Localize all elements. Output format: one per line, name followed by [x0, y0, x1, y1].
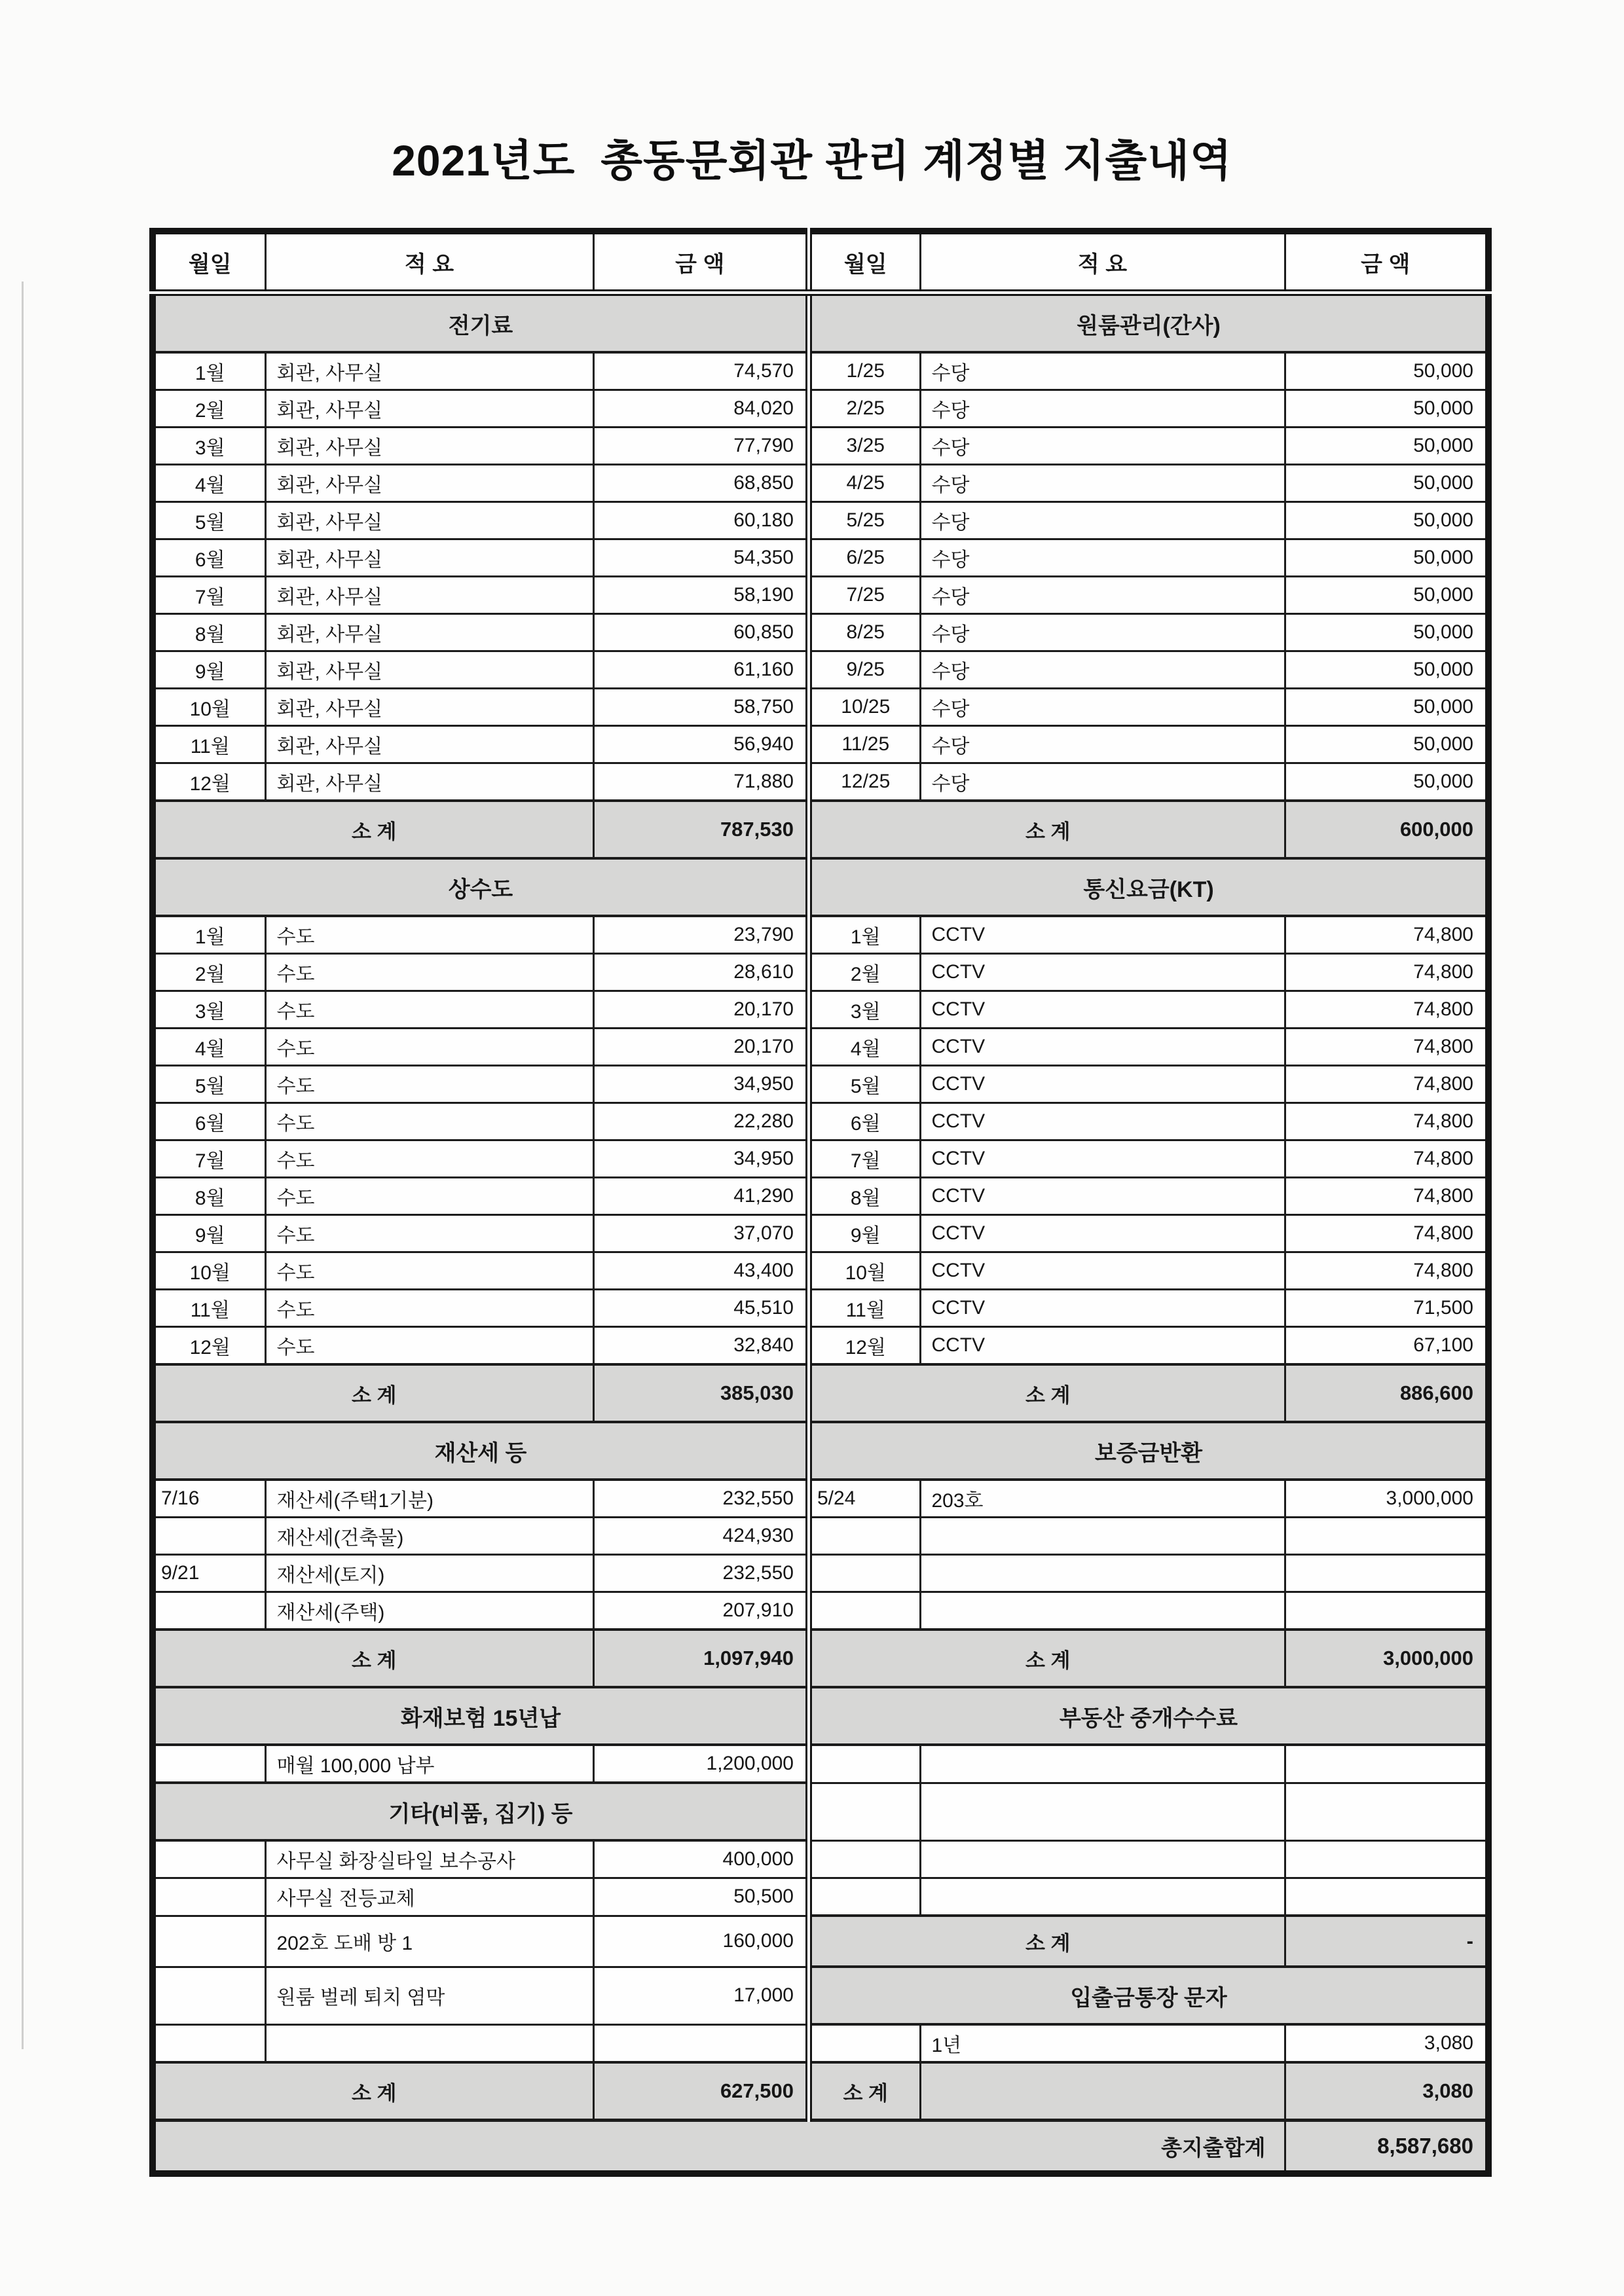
description-cell: 수당	[920, 651, 1285, 689]
amount-cell	[1285, 1840, 1488, 1878]
description-cell: 회관, 사무실	[265, 428, 593, 465]
description-cell: 재산세(건축물)	[265, 1518, 593, 1555]
amount-cell: 28,610	[593, 954, 809, 991]
amount-cell: 17,000	[593, 1967, 809, 2024]
description-cell	[920, 1745, 1285, 1783]
monthday-cell: 10/25	[809, 689, 920, 726]
monthday-cell: 5/25	[809, 502, 920, 539]
column-header: 월일	[809, 231, 920, 293]
table-row	[153, 1592, 1488, 1630]
amount-cell: 60,850	[593, 614, 809, 651]
section-header: 상수도	[153, 858, 809, 916]
monthday-cell	[809, 1592, 920, 1630]
amount-cell	[1285, 1555, 1488, 1592]
monthday-cell: 3월	[809, 991, 920, 1029]
section-header: 기타(비품, 집기) 등	[153, 1783, 809, 1840]
subtotal-amount: 886,600	[1285, 1364, 1488, 1422]
monthday-cell: 2월	[153, 390, 265, 428]
section-header: 원룸관리(간사)	[809, 293, 1488, 352]
monthday-cell: 8월	[809, 1178, 920, 1215]
description-cell: 수도	[265, 1215, 593, 1252]
amount-cell: 50,000	[1285, 726, 1488, 763]
amount-cell: 67,100	[1285, 1327, 1488, 1365]
amount-cell: 74,570	[593, 352, 809, 390]
subtotal-label: 소 계	[153, 801, 593, 858]
description-cell: 수당	[920, 577, 1285, 614]
amount-cell	[1285, 1745, 1488, 1783]
description-cell: 회관, 사무실	[265, 651, 593, 689]
expense-table-body	[153, 231, 1488, 2174]
subtotal-amount: 627,500	[593, 2062, 809, 2121]
description-cell: 매월 100,000 납부	[265, 1745, 593, 1783]
description-cell: 수도	[265, 1252, 593, 1290]
subtotal-empty-cell	[920, 2062, 1285, 2121]
amount-cell: 50,000	[1285, 689, 1488, 726]
amount-cell: 50,000	[1285, 763, 1488, 801]
monthday-cell: 5/24	[809, 1480, 920, 1518]
table-row	[153, 1967, 1488, 2024]
subtotal-label: 소 계	[809, 801, 1285, 858]
subtotal-amount: -	[1285, 1916, 1488, 1967]
description-cell: 재산세(주택)	[265, 1592, 593, 1630]
monthday-cell: 12월	[153, 763, 265, 801]
grand-total-amount: 8,587,680	[1285, 2121, 1488, 2174]
description-cell: CCTV	[920, 1029, 1285, 1066]
monthday-cell: 3월	[153, 428, 265, 465]
monthday-cell: 12월	[809, 1327, 920, 1365]
table-row	[153, 2062, 1488, 2121]
subtotal-label: 소 계	[809, 2062, 920, 2121]
description-cell: CCTV	[920, 1252, 1285, 1290]
amount-cell: 58,190	[593, 577, 809, 614]
amount-cell: 424,930	[593, 1518, 809, 1555]
description-cell: 수도	[265, 1029, 593, 1066]
monthday-cell: 7월	[153, 577, 265, 614]
amount-cell: 50,000	[1285, 502, 1488, 539]
column-header: 월일	[153, 231, 265, 293]
table-row	[153, 1140, 1488, 1178]
monthday-cell	[153, 1745, 265, 1783]
monthday-cell	[153, 1916, 265, 1967]
description-cell: 수당	[920, 726, 1285, 763]
table-row	[153, 1555, 1488, 1592]
monthday-cell: 7월	[809, 1140, 920, 1178]
amount-cell: 37,070	[593, 1215, 809, 1252]
monthday-cell: 6월	[153, 539, 265, 577]
description-cell: 수도	[265, 991, 593, 1029]
description-cell: CCTV	[920, 1290, 1285, 1327]
section-header: 통신요금(KT)	[809, 858, 1488, 916]
section-header: 부동산 중개수수료	[809, 1687, 1488, 1745]
monthday-cell: 1/25	[809, 352, 920, 390]
monthday-cell: 7/16	[153, 1480, 265, 1518]
table-row	[153, 1745, 1488, 1783]
description-cell: CCTV	[920, 1140, 1285, 1178]
monthday-cell: 5월	[153, 502, 265, 539]
amount-cell	[1285, 1518, 1488, 1555]
monthday-cell	[153, 1840, 265, 1878]
description-cell: 수도	[265, 1178, 593, 1215]
amount-cell: 74,800	[1285, 1140, 1488, 1178]
monthday-cell	[809, 1878, 920, 1916]
description-cell: 회관, 사무실	[265, 502, 593, 539]
monthday-cell: 10월	[153, 1252, 265, 1290]
description-cell: CCTV	[920, 1178, 1285, 1215]
amount-cell: 1,200,000	[593, 1745, 809, 1783]
description-cell: 수당	[920, 539, 1285, 577]
description-cell	[920, 1518, 1285, 1555]
monthday-cell: 9월	[153, 1215, 265, 1252]
description-cell: CCTV	[920, 916, 1285, 954]
table-row	[153, 801, 1488, 858]
amount-cell: 60,180	[593, 502, 809, 539]
amount-cell	[1285, 1592, 1488, 1630]
subtotal-label: 소 계	[153, 2062, 593, 2121]
amount-cell	[1285, 1878, 1488, 1916]
column-header: 적 요	[265, 231, 593, 293]
monthday-cell	[809, 2024, 920, 2062]
description-cell: 사무실 전등교체	[265, 1878, 593, 1916]
monthday-cell: 11월	[809, 1290, 920, 1327]
description-cell	[920, 1783, 1285, 1840]
monthday-cell: 8월	[153, 1178, 265, 1215]
table-row	[153, 1687, 1488, 1745]
description-cell: 수도	[265, 1140, 593, 1178]
amount-cell	[593, 2024, 809, 2062]
table-row	[153, 1103, 1488, 1140]
amount-cell: 54,350	[593, 539, 809, 577]
table-row	[153, 352, 1488, 390]
table-row	[153, 1215, 1488, 1252]
amount-cell: 32,840	[593, 1327, 809, 1365]
amount-cell: 58,750	[593, 689, 809, 726]
monthday-cell: 10월	[153, 689, 265, 726]
description-cell: 수당	[920, 390, 1285, 428]
monthday-cell	[153, 1518, 265, 1555]
section-header: 전기료	[153, 293, 809, 352]
amount-cell: 20,170	[593, 991, 809, 1029]
monthday-cell: 9월	[153, 651, 265, 689]
monthday-cell: 1월	[153, 916, 265, 954]
monthday-cell: 7/25	[809, 577, 920, 614]
subtotal-amount: 600,000	[1285, 801, 1488, 858]
table-row	[153, 577, 1488, 614]
amount-cell: 22,280	[593, 1103, 809, 1140]
grand-total-label: 총지출합계	[153, 2121, 1285, 2174]
amount-cell: 56,940	[593, 726, 809, 763]
table-row	[153, 1066, 1488, 1103]
monthday-cell: 9월	[809, 1215, 920, 1252]
section-header: 재산세 등	[153, 1422, 809, 1480]
table-row	[153, 539, 1488, 577]
description-cell: 회관, 사무실	[265, 577, 593, 614]
monthday-cell: 4월	[153, 465, 265, 502]
table-row	[153, 231, 1488, 293]
page-title: 2021년도 총동문회관 관리 계정별 지출내역	[392, 136, 1232, 185]
amount-cell: 50,000	[1285, 465, 1488, 502]
monthday-cell	[153, 1967, 265, 2024]
table-row	[153, 689, 1488, 726]
table-row	[153, 858, 1488, 916]
amount-cell: 207,910	[593, 1592, 809, 1630]
description-cell	[920, 1555, 1285, 1592]
description-cell: 회관, 사무실	[265, 352, 593, 390]
amount-cell: 74,800	[1285, 1029, 1488, 1066]
table-row	[153, 1916, 1488, 1967]
amount-cell: 41,290	[593, 1178, 809, 1215]
subtotal-label: 소 계	[809, 1630, 1285, 1687]
amount-cell: 50,000	[1285, 651, 1488, 689]
monthday-cell: 11/25	[809, 726, 920, 763]
table-row	[153, 763, 1488, 801]
monthday-cell: 2/25	[809, 390, 920, 428]
description-cell: 수도	[265, 1103, 593, 1140]
description-cell: CCTV	[920, 1215, 1285, 1252]
amount-cell: 45,510	[593, 1290, 809, 1327]
description-cell: CCTV	[920, 1327, 1285, 1365]
subtotal-label: 소 계	[809, 1364, 1285, 1422]
subtotal-label: 소 계	[153, 1364, 593, 1422]
monthday-cell: 7월	[153, 1140, 265, 1178]
monthday-cell: 6/25	[809, 539, 920, 577]
amount-cell: 23,790	[593, 916, 809, 954]
monthday-cell: 8/25	[809, 614, 920, 651]
description-cell: 재산세(주택1기분)	[265, 1480, 593, 1518]
amount-cell: 232,550	[593, 1480, 809, 1518]
amount-cell: 74,800	[1285, 991, 1488, 1029]
amount-cell	[1285, 1783, 1488, 1840]
amount-cell: 400,000	[593, 1840, 809, 1878]
subtotal-label: 소 계	[809, 1916, 1285, 1967]
description-cell: CCTV	[920, 1103, 1285, 1140]
table-row	[153, 1252, 1488, 1290]
description-cell: 수당	[920, 689, 1285, 726]
monthday-cell: 3월	[153, 991, 265, 1029]
monthday-cell: 8월	[153, 614, 265, 651]
monthday-cell: 5월	[153, 1066, 265, 1103]
monthday-cell: 6월	[153, 1103, 265, 1140]
table-row	[153, 390, 1488, 428]
table-row	[153, 1364, 1488, 1422]
amount-cell: 34,950	[593, 1140, 809, 1178]
table-row	[153, 651, 1488, 689]
description-cell: 회관, 사무실	[265, 390, 593, 428]
subtotal-amount: 385,030	[593, 1364, 809, 1422]
subtotal-label: 소 계	[153, 1630, 593, 1687]
monthday-cell: 4월	[809, 1029, 920, 1066]
description-cell: 수당	[920, 428, 1285, 465]
expense-table	[149, 228, 1492, 2177]
monthday-cell: 9/21	[153, 1555, 265, 1592]
description-cell	[265, 2024, 593, 2062]
amount-cell: 84,020	[593, 390, 809, 428]
description-cell: 수도	[265, 1290, 593, 1327]
amount-cell: 61,160	[593, 651, 809, 689]
description-cell: 수도	[265, 954, 593, 991]
table-row	[153, 293, 1488, 352]
monthday-cell: 11월	[153, 1290, 265, 1327]
monthday-cell	[809, 1783, 920, 1840]
description-cell	[920, 1592, 1285, 1630]
amount-cell: 160,000	[593, 1916, 809, 1967]
description-cell: 회관, 사무실	[265, 763, 593, 801]
description-cell	[920, 1878, 1285, 1916]
description-cell: 재산세(토지)	[265, 1555, 593, 1592]
monthday-cell: 6월	[809, 1103, 920, 1140]
table-row	[153, 726, 1488, 763]
amount-cell: 74,800	[1285, 1178, 1488, 1215]
table-row	[153, 1518, 1488, 1555]
monthday-cell: 2월	[809, 954, 920, 991]
monthday-cell: 1월	[809, 916, 920, 954]
amount-cell: 74,800	[1285, 1103, 1488, 1140]
amount-cell: 74,800	[1285, 1215, 1488, 1252]
description-cell: 원룸 벌레 퇴치 염막	[265, 1967, 593, 2024]
column-header: 적 요	[920, 231, 1285, 293]
amount-cell: 71,500	[1285, 1290, 1488, 1327]
monthday-cell: 10월	[809, 1252, 920, 1290]
description-cell: 수당	[920, 465, 1285, 502]
monthday-cell	[153, 1878, 265, 1916]
table-row	[153, 1327, 1488, 1365]
table-row	[153, 1783, 1488, 1840]
description-cell: 회관, 사무실	[265, 726, 593, 763]
section-header: 화재보험 15년납	[153, 1687, 809, 1745]
monthday-cell: 11월	[153, 726, 265, 763]
amount-cell: 71,880	[593, 763, 809, 801]
monthday-cell: 1월	[153, 352, 265, 390]
amount-cell: 74,800	[1285, 1252, 1488, 1290]
description-cell: 수당	[920, 352, 1285, 390]
monthday-cell: 5월	[809, 1066, 920, 1103]
amount-cell: 77,790	[593, 428, 809, 465]
amount-cell: 50,000	[1285, 390, 1488, 428]
monthday-cell: 2월	[153, 954, 265, 991]
subtotal-amount: 1,097,940	[593, 1630, 809, 1687]
monthday-cell: 4월	[153, 1029, 265, 1066]
monthday-cell: 4/25	[809, 465, 920, 502]
description-cell: 수도	[265, 916, 593, 954]
amount-cell: 34,950	[593, 1066, 809, 1103]
monthday-cell: 12/25	[809, 763, 920, 801]
description-cell: 203호	[920, 1480, 1285, 1518]
amount-cell: 20,170	[593, 1029, 809, 1066]
amount-cell: 3,080	[1285, 2024, 1488, 2062]
subtotal-amount: 3,080	[1285, 2062, 1488, 2121]
monthday-cell	[153, 2024, 265, 2062]
description-cell	[920, 1840, 1285, 1878]
table-row	[153, 2121, 1488, 2174]
subtotal-amount: 787,530	[593, 801, 809, 858]
description-cell: 회관, 사무실	[265, 689, 593, 726]
amount-cell: 74,800	[1285, 1066, 1488, 1103]
table-row	[153, 1630, 1488, 1687]
amount-cell: 43,400	[593, 1252, 809, 1290]
description-cell: 사무실 화장실타일 보수공사	[265, 1840, 593, 1878]
section-header: 보증금반환	[809, 1422, 1488, 1480]
monthday-cell	[809, 1745, 920, 1783]
description-cell: CCTV	[920, 954, 1285, 991]
table-row	[153, 465, 1488, 502]
description-cell: 수당	[920, 614, 1285, 651]
description-cell: 1년	[920, 2024, 1285, 2062]
monthday-cell	[809, 1518, 920, 1555]
subtotal-amount: 3,000,000	[1285, 1630, 1488, 1687]
table-row	[153, 1840, 1488, 1878]
description-cell: 회관, 사무실	[265, 539, 593, 577]
table-row	[153, 1422, 1488, 1480]
monthday-cell	[809, 1555, 920, 1592]
monthday-cell	[809, 1840, 920, 1878]
table-row	[153, 428, 1488, 465]
description-cell: CCTV	[920, 991, 1285, 1029]
amount-cell: 50,000	[1285, 352, 1488, 390]
amount-cell: 232,550	[593, 1555, 809, 1592]
amount-cell: 50,000	[1285, 428, 1488, 465]
column-header: 금 액	[593, 231, 809, 293]
description-cell: 202호 도배 방 1	[265, 1916, 593, 1967]
amount-cell: 74,800	[1285, 954, 1488, 991]
description-cell: 수당	[920, 763, 1285, 801]
monthday-cell: 12월	[153, 1327, 265, 1365]
table-row	[153, 916, 1488, 954]
monthday-cell: 3/25	[809, 428, 920, 465]
table-row	[153, 1290, 1488, 1327]
amount-cell: 50,000	[1285, 577, 1488, 614]
amount-cell: 50,500	[593, 1878, 809, 1916]
amount-cell: 3,000,000	[1285, 1480, 1488, 1518]
amount-cell: 68,850	[593, 465, 809, 502]
table-row	[153, 991, 1488, 1029]
amount-cell: 74,800	[1285, 916, 1488, 954]
description-cell: 수도	[265, 1066, 593, 1103]
description-cell: 수당	[920, 502, 1285, 539]
table-row	[153, 2024, 1488, 2062]
description-cell: 회관, 사무실	[265, 465, 593, 502]
table-row	[153, 1480, 1488, 1518]
monthday-cell	[153, 1592, 265, 1630]
table-row	[153, 1029, 1488, 1066]
table-row	[153, 502, 1488, 539]
table-row	[153, 954, 1488, 991]
description-cell: 회관, 사무실	[265, 614, 593, 651]
section-header: 입출금통장 문자	[809, 1967, 1488, 2024]
table-row	[153, 1178, 1488, 1215]
column-header: 금 액	[1285, 231, 1488, 293]
amount-cell: 50,000	[1285, 539, 1488, 577]
description-cell: 수도	[265, 1327, 593, 1365]
amount-cell: 50,000	[1285, 614, 1488, 651]
description-cell: CCTV	[920, 1066, 1285, 1103]
scan-edge-artifact	[22, 282, 24, 2049]
monthday-cell: 9/25	[809, 651, 920, 689]
table-row	[153, 1878, 1488, 1916]
table-row	[153, 614, 1488, 651]
